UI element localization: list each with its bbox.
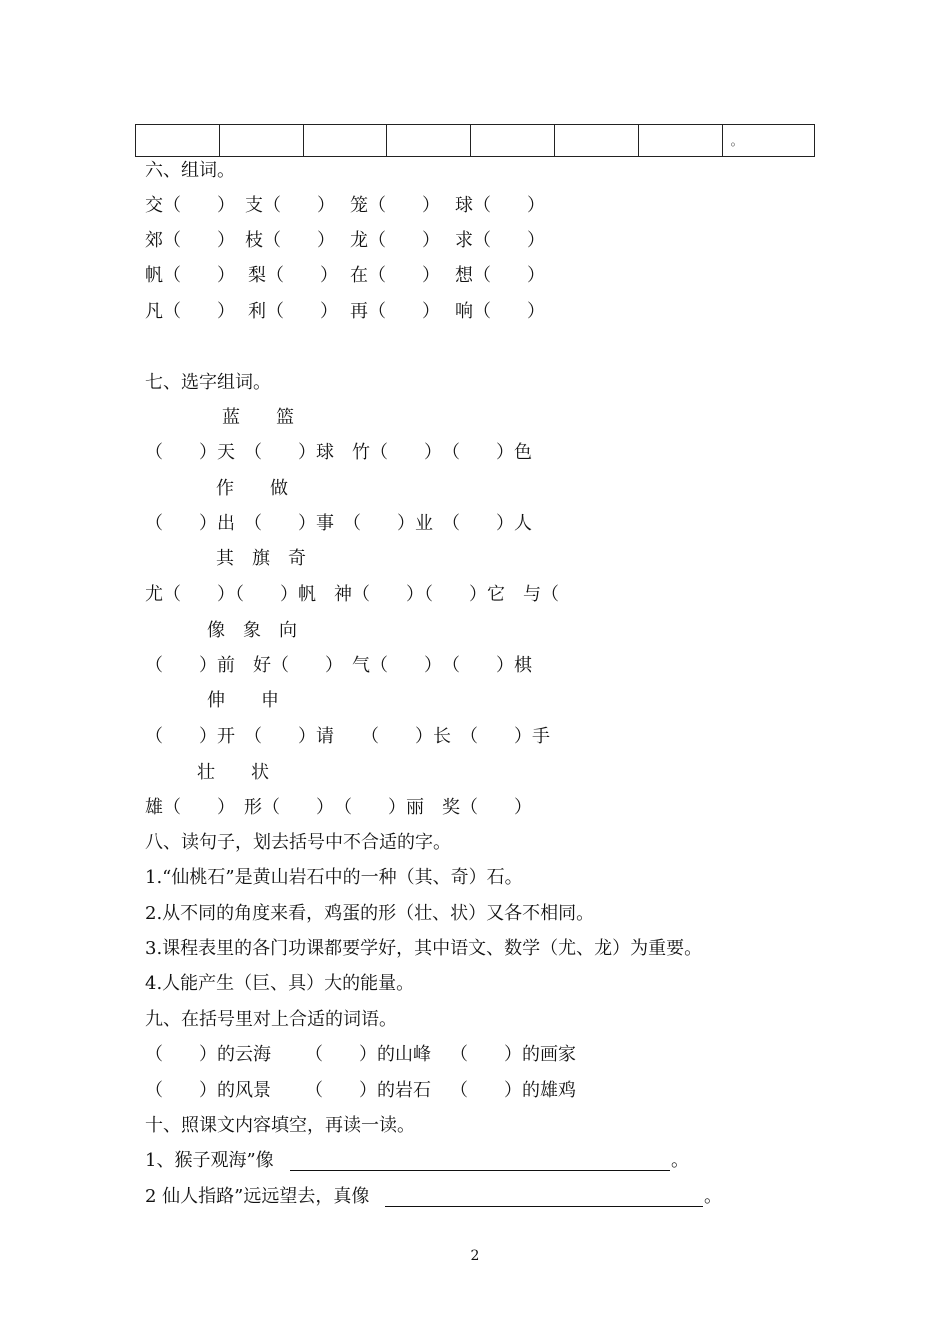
char-choices: 蓝 篮 [222,407,294,428]
grid-cell[interactable] [303,125,387,157]
word-item: 想（ ） [455,265,545,286]
sentence-item: 1.“仙桃石”是黄山岩石中的一种（其、奇）石。 [145,867,523,888]
word-item: 凡（ ） [145,301,235,322]
grid-cell[interactable] [387,125,471,157]
word-item: 帆（ ） [145,265,235,286]
grid-cell[interactable] [219,125,303,157]
section-8-title: 八、读句子，划去括号中不合适的字。 [145,832,451,853]
answer-blank-line[interactable] [385,1206,703,1207]
fill-line: 雄（ ） 形（ ） （ ）丽 奖（ ） [145,797,532,818]
grid-cell[interactable] [471,125,555,157]
fill-line: 尤（ ）（ ）帆 神（ ）（ ）它 与（ [145,584,559,605]
phrase-item: （ ）的风景 [145,1080,271,1101]
word-item: 在（ ） [350,265,440,286]
word-item: 利（ ） [248,301,338,322]
phrase-item: （ ）的山峰 [305,1044,431,1065]
word-item: 郊（ ） [145,230,235,251]
sentence-item: 4.人能产生（巨、具）大的能量。 [145,973,415,994]
word-item: 求（ ） [455,230,545,251]
section-6-title: 六、组词。 [145,160,235,181]
word-item: 交（ ） [145,195,235,216]
fill-line: （ ）出 （ ）事 （ ）业 （ ）人 [145,513,532,534]
word-item: 枝（ ） [245,230,335,251]
sentence-item: 2.从不同的角度来看，鸡蛋的形（壮、状）又各不相同。 [145,903,595,924]
section-7-title: 七、选字组词。 [145,372,271,393]
sentence-item: 3.课程表里的各门功课都要学好，其中语文、数学（尤、龙）为重要。 [145,938,703,959]
grid-cell[interactable] [136,125,220,157]
section-9-title: 九、在括号里对上合适的词语。 [145,1009,397,1030]
phrase-item: （ ）的雄鸡 [450,1080,576,1101]
phrase-item: （ ）的画家 [450,1044,576,1065]
char-choices: 像 象 向 [207,620,297,641]
fill-line: （ ）开 （ ）请 （ ）长 （ ）手 [145,726,550,747]
answer-grid-table [135,124,815,157]
phrase-item: （ ）的云海 [145,1044,271,1065]
page-number: 2 [470,1248,480,1264]
sentence-end: 。 [704,1186,722,1207]
word-item: 支（ ） [245,195,335,216]
char-choices: 其 旗 奇 [216,548,306,569]
grid-cell[interactable] [638,125,722,157]
grid-row [136,125,815,157]
char-choices: 伸 申 [207,690,279,711]
fill-sentence-2: 2 仙人指路”远远望去，真像 [145,1186,370,1207]
word-item: 梨（ ） [248,265,338,286]
grid-cell[interactable]: 。 [722,125,814,157]
section-10-title: 十、照课文内容填空，再读一读。 [145,1115,415,1136]
word-item: 笼（ ） [350,195,440,216]
sentence-end: 。 [671,1150,689,1171]
word-item: 龙（ ） [350,230,440,251]
fill-line: （ ）天 （ ）球 竹（ ） （ ）色 [145,442,532,463]
char-choices: 作 做 [216,478,288,499]
word-item: 球（ ） [455,195,545,216]
grid-cell[interactable] [555,125,639,157]
answer-blank-line[interactable] [290,1170,670,1171]
phrase-item: （ ）的岩石 [305,1080,431,1101]
fill-line: （ ）前 好（ ） 气（ ） （ ）棋 [145,655,532,676]
word-item: 再（ ） [350,301,440,322]
fill-sentence-1: 1、猴子观海”像 [145,1150,274,1171]
char-choices: 壮 状 [197,762,269,783]
word-item: 响（ ） [455,301,545,322]
